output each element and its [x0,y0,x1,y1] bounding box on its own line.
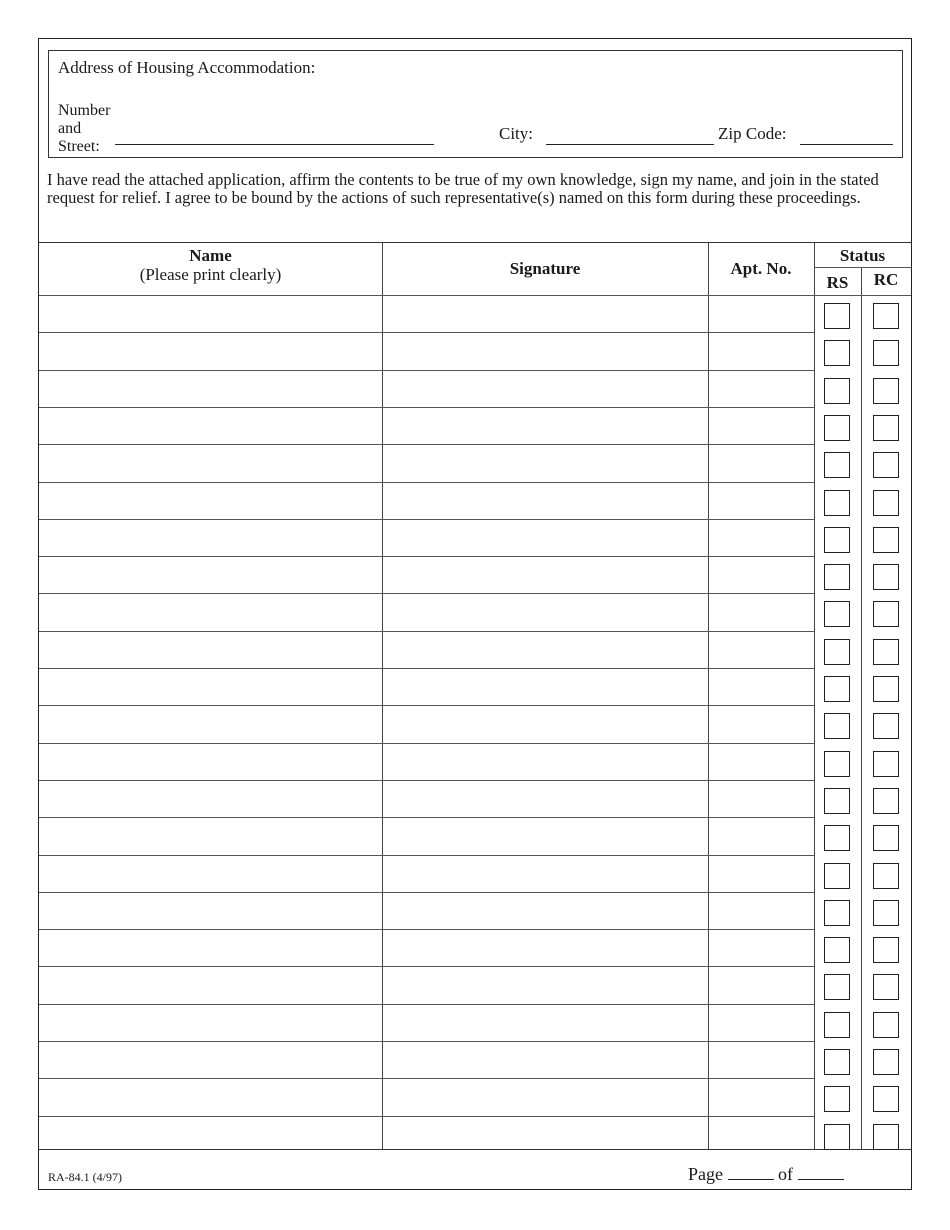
signature-cell[interactable] [382,743,708,780]
rc-checkbox[interactable] [873,303,899,329]
rc-checkbox[interactable] [873,1086,899,1112]
name-cell[interactable] [39,929,382,966]
rs-checkbox[interactable] [824,900,850,926]
apt-header-label: Apt. No. [730,259,792,278]
rc-checkbox[interactable] [873,378,899,404]
name-cell[interactable] [39,892,382,929]
name-cell[interactable] [39,668,382,705]
zip-input[interactable] [800,144,893,145]
zip-label: Zip Code: [718,124,787,143]
rc-checkbox[interactable] [873,639,899,665]
apt-cell[interactable] [708,743,814,780]
name-cell[interactable] [39,817,382,854]
rs-checkbox[interactable] [824,713,850,739]
name-cell[interactable] [39,1078,382,1115]
rs-checkbox[interactable] [824,452,850,478]
signature-cell[interactable] [382,929,708,966]
rc-checkbox[interactable] [873,340,899,366]
rc-header-label: RC [873,270,899,289]
name-cell[interactable] [39,780,382,817]
name-cell[interactable] [39,855,382,892]
rc-checkbox[interactable] [873,937,899,963]
rc-checkbox[interactable] [873,676,899,702]
rs-checkbox[interactable] [824,788,850,814]
name-cell[interactable] [39,332,382,369]
rc-header [861,270,911,289]
name-cell[interactable] [39,1004,382,1041]
address-section [48,50,903,158]
name-cell[interactable] [39,1116,382,1153]
apt-cell[interactable] [708,1004,814,1041]
rc-checkbox[interactable] [873,788,899,814]
rs-checkbox[interactable] [824,1012,850,1038]
name-cell[interactable] [39,1041,382,1078]
page-label: Page [688,1164,723,1184]
rc-checkbox[interactable] [873,1049,899,1075]
affirmation-text: I have read the attached application, affirm the contents to be true of my own knowledge, sign my name, and join in the stated request for relief. I agree to be bound by the actions of such representative(s) named on this form during these proceedings. [47,170,879,207]
status-header-label: Status [839,246,886,265]
signature-cell[interactable] [382,295,708,332]
apt-cell[interactable] [708,332,814,369]
rc-checkbox[interactable] [873,974,899,1000]
signature-cell[interactable] [382,817,708,854]
signature-cell[interactable] [382,444,708,481]
signature-cell[interactable] [382,855,708,892]
apt-cell[interactable] [708,407,814,444]
apt-cell[interactable] [708,929,814,966]
signature-cell[interactable] [382,892,708,929]
rc-checkbox[interactable] [873,564,899,590]
apt-cell[interactable] [708,668,814,705]
form-id: RA-84.1 (4/97) [48,1170,122,1184]
apt-cell[interactable] [708,1116,814,1153]
signature-cell[interactable] [382,1078,708,1115]
rs-checkbox[interactable] [824,639,850,665]
street-input[interactable] [115,144,434,145]
apt-cell[interactable] [708,370,814,407]
signature-cell[interactable] [382,556,708,593]
signature-cell[interactable] [382,482,708,519]
name-header [39,246,382,284]
signature-cell[interactable] [382,370,708,407]
rs-checkbox[interactable] [824,601,850,627]
signature-table [39,242,911,1150]
name-cell[interactable] [39,370,382,407]
rc-checkbox[interactable] [873,601,899,627]
street-label-line3: Street: [58,138,100,155]
rs-checkbox[interactable] [824,1086,850,1112]
apt-cell[interactable] [708,295,814,332]
street-label-line1: Number [58,102,111,119]
apt-cell[interactable] [708,855,814,892]
page-number [688,1164,844,1185]
rs-checkbox[interactable] [824,340,850,366]
name-cell[interactable] [39,705,382,742]
rs-checkbox[interactable] [824,937,850,963]
signature-cell[interactable] [382,780,708,817]
signature-cell[interactable] [382,668,708,705]
apt-cell[interactable] [708,817,814,854]
city-label: City: [499,124,534,143]
rc-checkbox[interactable] [873,825,899,851]
rs-checkbox[interactable] [824,564,850,590]
street-label-line2: and [58,120,82,137]
name-cell[interactable] [39,593,382,630]
signature-cell[interactable] [382,705,708,742]
apt-cell[interactable] [708,1041,814,1078]
rs-checkbox[interactable] [824,527,850,553]
rc-checkbox[interactable] [873,713,899,739]
apt-cell[interactable] [708,556,814,593]
signature-cell[interactable] [382,1004,708,1041]
status-header [814,246,911,265]
apt-cell[interactable] [708,631,814,668]
signature-cell[interactable] [382,631,708,668]
signature-cell[interactable] [382,1041,708,1078]
name-cell[interactable] [39,556,382,593]
rc-checkbox[interactable] [873,751,899,777]
rs-checkbox[interactable] [824,863,850,889]
rs-header [814,273,861,292]
rs-checkbox[interactable] [824,974,850,1000]
name-cell[interactable] [39,407,382,444]
rc-checkbox[interactable] [873,490,899,516]
rs-checkbox[interactable] [824,1124,850,1150]
street-label [58,102,110,156]
signature-cell[interactable] [382,332,708,369]
rc-checkbox[interactable] [873,863,899,889]
rc-checkbox[interactable] [873,527,899,553]
signature-cell[interactable] [382,407,708,444]
rs-checkbox[interactable] [824,415,850,441]
page-total-input[interactable] [798,1165,844,1180]
page-current-input[interactable] [728,1165,774,1180]
apt-cell[interactable] [708,1078,814,1115]
name-cell[interactable] [39,444,382,481]
of-label: of [778,1164,793,1184]
name-cell[interactable] [39,295,382,332]
name-cell[interactable] [39,482,382,519]
name-cell[interactable] [39,631,382,668]
signature-header-label: Signature [509,259,581,278]
rs-checkbox[interactable] [824,676,850,702]
apt-cell[interactable] [708,892,814,929]
apt-cell[interactable] [708,519,814,556]
signature-header [382,259,708,278]
rs-checkbox[interactable] [824,751,850,777]
name-cell[interactable] [39,966,382,1003]
rc-checkbox[interactable] [873,1124,899,1150]
rs-header-label: RS [826,273,849,292]
address-title: Address of Housing Accommodation: [58,58,316,77]
rs-checkbox[interactable] [824,378,850,404]
rs-checkbox[interactable] [824,825,850,851]
apt-cell[interactable] [708,966,814,1003]
apt-header [708,259,814,278]
name-cell[interactable] [39,743,382,780]
apt-cell[interactable] [708,482,814,519]
rs-checkbox[interactable] [824,303,850,329]
rc-checkbox[interactable] [873,452,899,478]
apt-cell[interactable] [708,444,814,481]
rc-checkbox[interactable] [873,415,899,441]
rc-checkbox[interactable] [873,1012,899,1038]
name-header-sub: (Please print clearly) [139,265,282,284]
signature-cell[interactable] [382,593,708,630]
rc-checkbox[interactable] [873,900,899,926]
name-header-label: Name [189,246,232,265]
apt-cell[interactable] [708,780,814,817]
signature-cell[interactable] [382,519,708,556]
name-cell[interactable] [39,519,382,556]
form-page [38,38,912,1190]
apt-cell[interactable] [708,593,814,630]
city-input[interactable] [546,144,714,145]
signature-cell[interactable] [382,966,708,1003]
apt-cell[interactable] [708,705,814,742]
signature-cell[interactable] [382,1116,708,1153]
rs-checkbox[interactable] [824,490,850,516]
rs-checkbox[interactable] [824,1049,850,1075]
